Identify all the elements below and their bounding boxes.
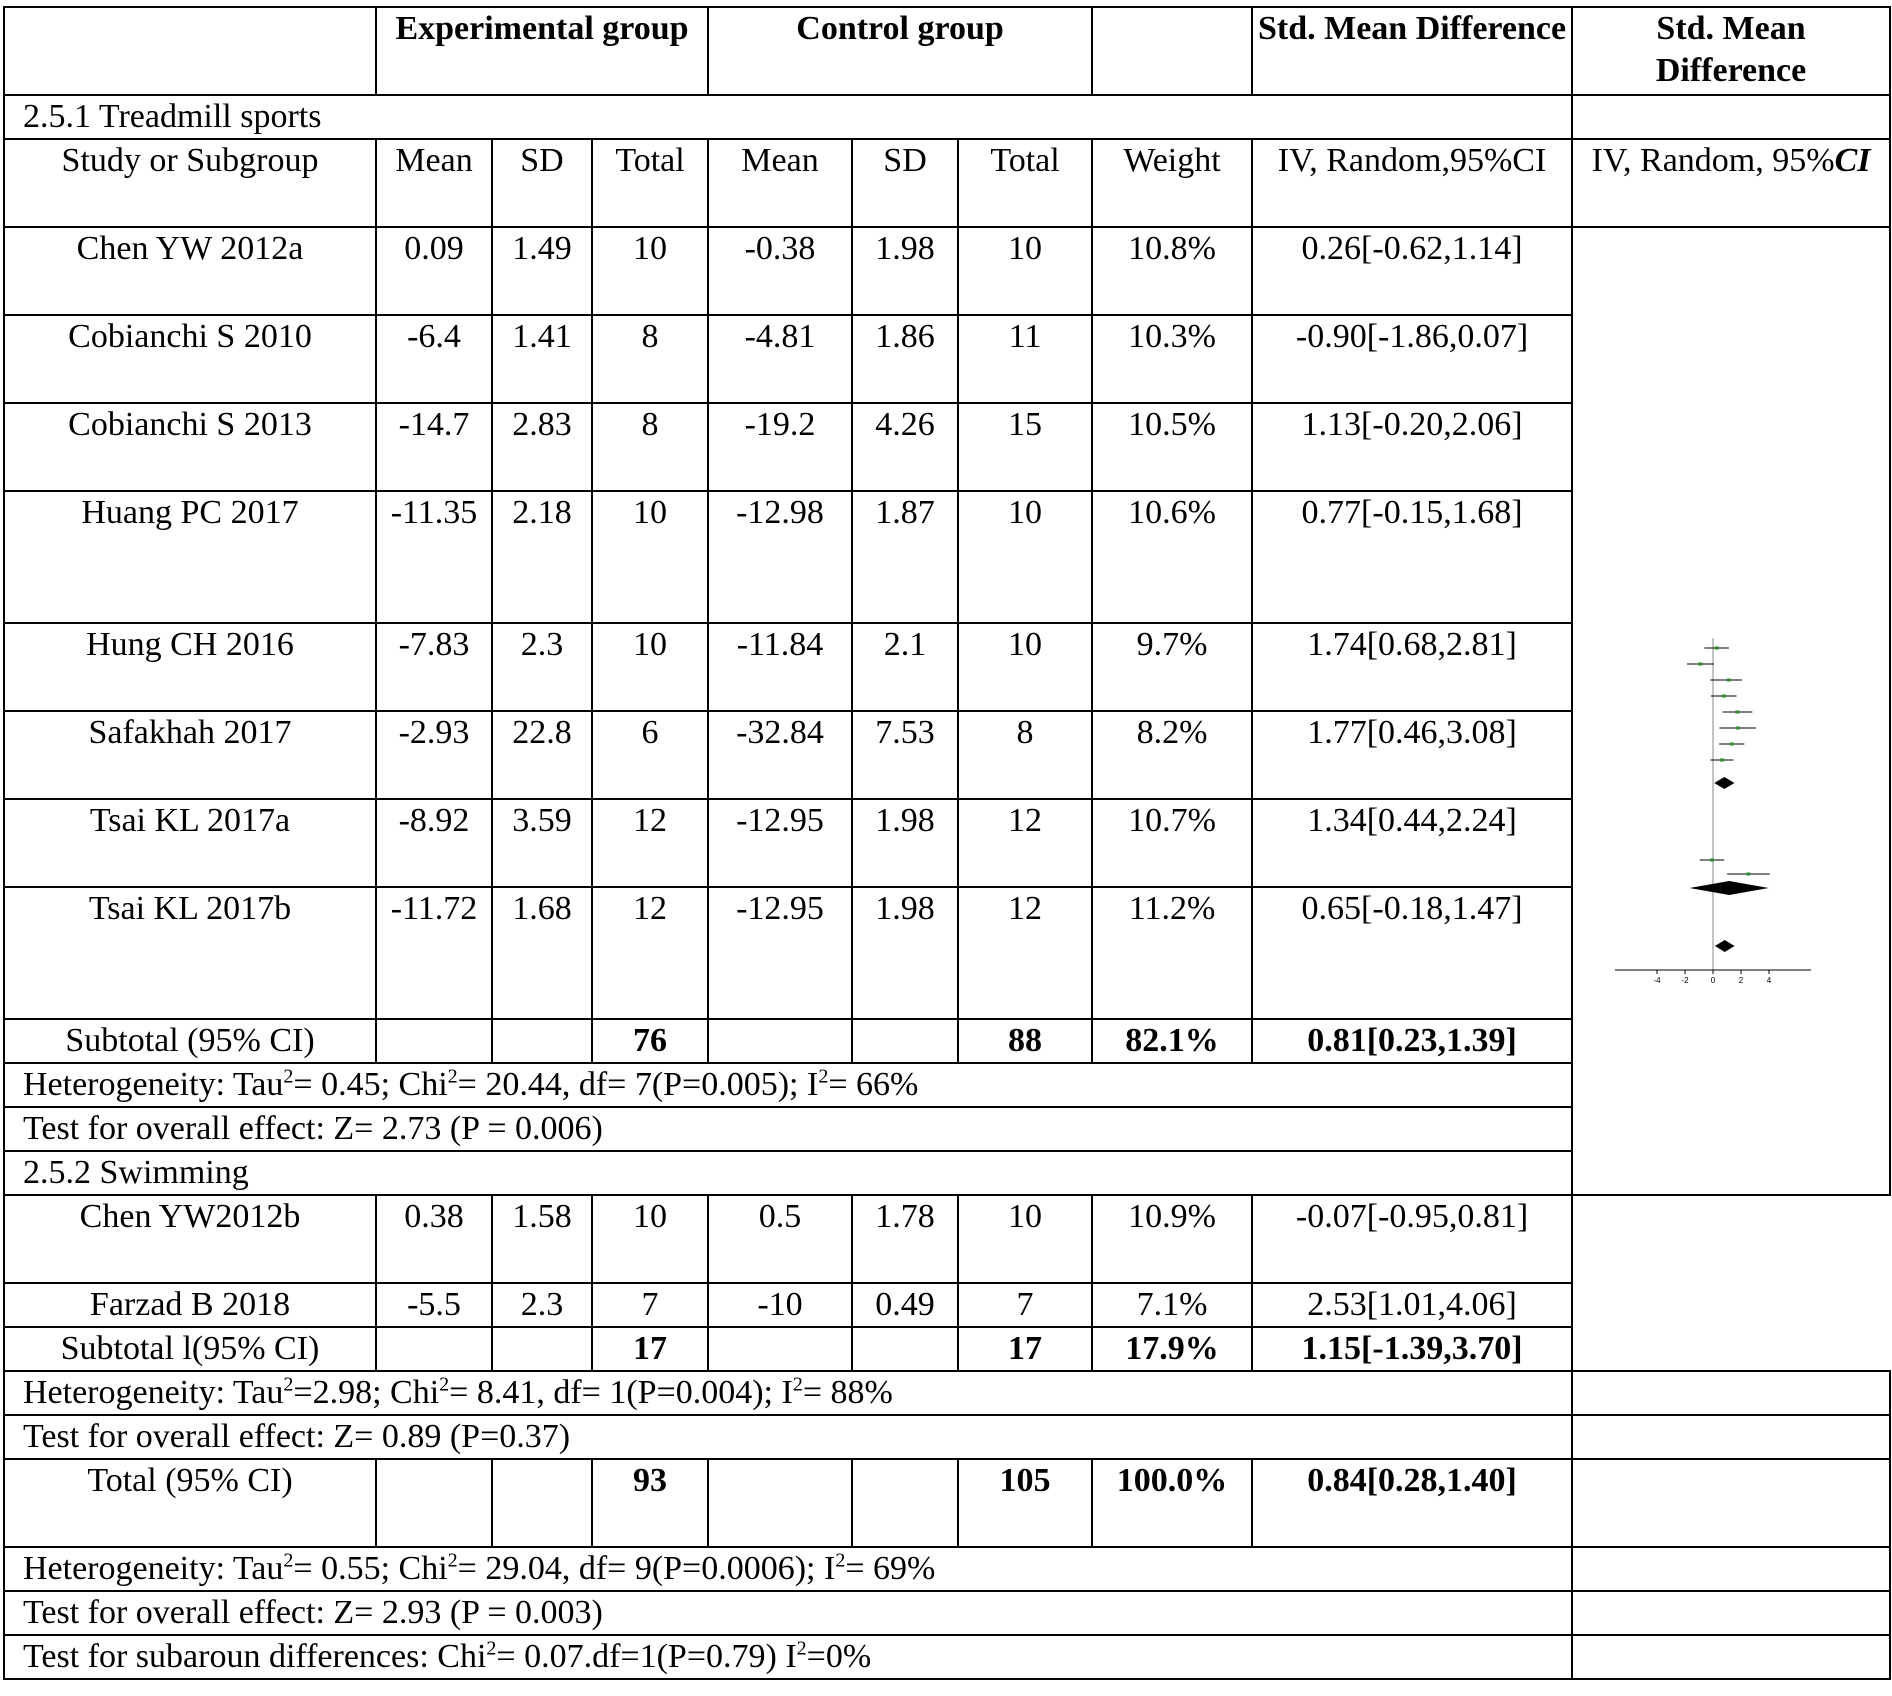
col-exp-mean: Mean <box>376 139 492 227</box>
blank <box>708 1019 852 1063</box>
total-exp-total: 93 <box>592 1459 708 1547</box>
sup: 2 <box>796 1637 807 1660</box>
blank <box>376 1327 492 1371</box>
blank <box>708 1459 852 1547</box>
study-point <box>1710 859 1714 862</box>
exp-mean: -2.93 <box>376 711 492 799</box>
ctrl-mean: -0.38 <box>708 227 852 315</box>
study-name: Safakhah 2017 <box>4 711 376 799</box>
exp-mean: -6.4 <box>376 315 492 403</box>
subtotal-exp-total: 76 <box>592 1019 708 1063</box>
ci-value: 1.34[0.44,2.24] <box>1252 799 1572 887</box>
total-ctrl-total: 105 <box>958 1459 1092 1547</box>
study-name: Huang PC 2017 <box>4 491 376 623</box>
table-row <box>4 227 1890 315</box>
col-weight: Weight <box>1092 139 1252 227</box>
subgroup-title-row <box>4 95 1890 139</box>
study-point <box>1735 711 1739 714</box>
exp-sd: 1.58 <box>492 1195 592 1283</box>
experimental-group-header: Experimental group <box>376 7 708 95</box>
column-heading-row <box>4 139 1890 227</box>
weight: 10.9% <box>1092 1195 1252 1283</box>
ctrl-mean: -4.81 <box>708 315 852 403</box>
ci-value: 1.13[-0.20,2.06] <box>1252 403 1572 491</box>
sup: 2 <box>283 1065 294 1088</box>
ci-value: 0.65[-0.18,1.47] <box>1252 887 1572 1019</box>
col-plot-a: IV, Random, 95% <box>1591 142 1835 179</box>
sup: 2 <box>486 1637 497 1660</box>
col-ctrl-mean: Mean <box>708 139 852 227</box>
subtotal-diamond <box>1690 881 1769 895</box>
weight: 7.1% <box>1092 1283 1252 1327</box>
x-axis-tick-label: 4 <box>1766 976 1772 985</box>
weight: 10.7% <box>1092 799 1252 887</box>
meta-analysis-table <box>3 6 1891 1680</box>
exp-total: 7 <box>592 1283 708 1327</box>
ctrl-sd: 1.98 <box>852 227 958 315</box>
het-a: Heterogeneity: Tau <box>23 1066 284 1103</box>
exp-total: 12 <box>592 887 708 1019</box>
ctrl-sd: 1.87 <box>852 491 958 623</box>
sup: 2 <box>792 1373 803 1396</box>
exp-sd: 1.41 <box>492 315 592 403</box>
sup: 2 <box>283 1373 294 1396</box>
exp-sd: 1.68 <box>492 887 592 1019</box>
ci-value: -0.07[-0.95,0.81] <box>1252 1195 1572 1283</box>
sup: 2 <box>439 1373 450 1396</box>
subtotal-diamond <box>1714 777 1734 789</box>
subgroup-difference-text <box>4 1635 1572 1679</box>
blank <box>492 1019 592 1063</box>
ctrl-total: 15 <box>958 403 1092 491</box>
weight: 9.7% <box>1092 623 1252 711</box>
subtotal-ci: 1.15[-1.39,3.70] <box>1252 1327 1572 1371</box>
exp-total: 8 <box>592 315 708 403</box>
het-c: = 29.04, df= 9(P=0.0006); I <box>457 1550 836 1587</box>
col-ctrl-total: Total <box>958 139 1092 227</box>
col-study: Study or Subgroup <box>4 139 376 227</box>
ctrl-mean: -12.95 <box>708 887 852 1019</box>
ctrl-total: 8 <box>958 711 1092 799</box>
exp-mean: -14.7 <box>376 403 492 491</box>
col-ci <box>1252 139 1572 227</box>
total-ci: 0.84[0.28,1.40] <box>1252 1459 1572 1547</box>
ctrl-total: 11 <box>958 315 1092 403</box>
blank <box>852 1459 958 1547</box>
col-exp-total: Total <box>592 139 708 227</box>
exp-total: 10 <box>592 227 708 315</box>
study-name: Cobianchi S 2010 <box>4 315 376 403</box>
header-row <box>4 7 1890 95</box>
diff-a: Test for subaroun differences: Chi <box>23 1638 487 1675</box>
exp-total: 6 <box>592 711 708 799</box>
study-point <box>1727 679 1731 682</box>
x-axis-tick-label: -4 <box>1653 976 1661 985</box>
study-point <box>1736 727 1740 730</box>
ctrl-mean: 0.5 <box>708 1195 852 1283</box>
blank <box>852 1019 958 1063</box>
header-blank-weight <box>1092 7 1252 95</box>
blank <box>708 1327 852 1371</box>
exp-total: 8 <box>592 403 708 491</box>
subtotal-weight: 17.9% <box>1092 1327 1252 1371</box>
x-axis-tick-label: -2 <box>1681 976 1689 985</box>
subtotal-weight: 82.1% <box>1092 1019 1252 1063</box>
exp-mean: -8.92 <box>376 799 492 887</box>
study-point <box>1720 759 1724 762</box>
heterogeneity-text <box>4 1547 1572 1591</box>
exp-sd: 22.8 <box>492 711 592 799</box>
blank <box>1572 1371 1890 1415</box>
blank <box>376 1019 492 1063</box>
het-a: Heterogeneity: Tau <box>23 1550 284 1587</box>
subtotal-ctrl-total: 17 <box>958 1327 1092 1371</box>
het-b: =2.98; Chi <box>293 1374 440 1411</box>
study-name: Hung CH 2016 <box>4 623 376 711</box>
total-row <box>4 1459 1890 1547</box>
ci-value: 0.26[-0.62,1.14] <box>1252 227 1572 315</box>
het-d: = 66% <box>828 1066 919 1103</box>
ctrl-total: 10 <box>958 1195 1092 1283</box>
blank <box>1572 1635 1890 1679</box>
blank <box>1572 1459 1890 1547</box>
weight: 10.6% <box>1092 491 1252 623</box>
subgroup-title: 2.5.1 Treadmill sports <box>4 95 1572 139</box>
sup: 2 <box>283 1549 294 1572</box>
subgroup-title-blank <box>1572 95 1890 139</box>
overall-effect-text: Test for overall effect: Z= 2.93 (P = 0.003) <box>4 1591 1572 1635</box>
weight: 10.8% <box>1092 227 1252 315</box>
study-point <box>1730 743 1734 746</box>
subtotal-label: Subtotal (95% CI) <box>4 1019 376 1063</box>
exp-total: 10 <box>592 491 708 623</box>
het-d: = 69% <box>845 1550 936 1587</box>
het-d: = 88% <box>802 1374 893 1411</box>
ci-value: 0.77[-0.15,1.68] <box>1252 491 1572 623</box>
ctrl-mean: -32.84 <box>708 711 852 799</box>
ctrl-sd: 0.49 <box>852 1283 958 1327</box>
diff-c: =0% <box>806 1638 872 1675</box>
exp-sd: 2.83 <box>492 403 592 491</box>
ctrl-sd: 1.86 <box>852 315 958 403</box>
ctrl-total: 12 <box>958 887 1092 1019</box>
subgroup-difference-row <box>4 1635 1890 1679</box>
ctrl-total: 10 <box>958 491 1092 623</box>
ctrl-total: 12 <box>958 799 1092 887</box>
ci-value: 1.77[0.46,3.08] <box>1252 711 1572 799</box>
exp-total: 12 <box>592 799 708 887</box>
table-row <box>4 1195 1890 1283</box>
subgroup-title: 2.5.2 Swimming <box>4 1151 1572 1195</box>
heterogeneity-text <box>4 1063 1572 1107</box>
exp-mean: -5.5 <box>376 1283 492 1327</box>
blank <box>492 1459 592 1547</box>
exp-mean: 0.09 <box>376 227 492 315</box>
ctrl-sd: 2.1 <box>852 623 958 711</box>
total-weight: 100.0% <box>1092 1459 1252 1547</box>
col-ci-text: IV, Random,95%CI <box>1277 142 1547 179</box>
study-name: Tsai KL 2017a <box>4 799 376 887</box>
ci-value: -0.90[-1.86,0.07] <box>1252 315 1572 403</box>
x-axis-tick-label: 2 <box>1738 976 1744 985</box>
study-point <box>1715 647 1719 650</box>
control-group-header: Control group <box>708 7 1092 95</box>
subtotal-exp-total: 17 <box>592 1327 708 1371</box>
exp-total: 10 <box>592 1195 708 1283</box>
het-a: Heterogeneity: Tau <box>23 1374 284 1411</box>
ctrl-sd: 1.78 <box>852 1195 958 1283</box>
heterogeneity-row <box>4 1371 1890 1415</box>
study-name: Cobianchi S 2013 <box>4 403 376 491</box>
ctrl-sd: 4.26 <box>852 403 958 491</box>
ctrl-mean: -12.98 <box>708 491 852 623</box>
ctrl-sd: 7.53 <box>852 711 958 799</box>
weight: 10.3% <box>1092 315 1252 403</box>
blank <box>492 1327 592 1371</box>
heterogeneity-row <box>4 1547 1890 1591</box>
weight: 10.5% <box>1092 403 1252 491</box>
subtotal-row <box>4 1327 1890 1371</box>
smd-plot-header: Std. Mean Difference <box>1572 7 1890 95</box>
ctrl-total: 10 <box>958 623 1092 711</box>
het-c: = 8.41, df= 1(P=0.004); I <box>449 1374 793 1411</box>
blank <box>1572 1547 1890 1591</box>
study-name: Tsai KL 2017b <box>4 887 376 1019</box>
blank <box>852 1327 958 1371</box>
study-point <box>1698 663 1702 666</box>
col-plot <box>1572 139 1890 227</box>
study-point <box>1746 873 1750 876</box>
col-exp-sd: SD <box>492 139 592 227</box>
exp-mean: 0.38 <box>376 1195 492 1283</box>
diff-b: = 0.07.df=1(P=0.79) I <box>496 1638 797 1675</box>
exp-mean: -7.83 <box>376 623 492 711</box>
ctrl-sd: 1.98 <box>852 799 958 887</box>
exp-sd: 2.3 <box>492 623 592 711</box>
total-diamond <box>1715 940 1735 952</box>
table-row <box>4 1283 1890 1327</box>
total-label: Total (95% CI) <box>4 1459 376 1547</box>
ctrl-mean: -12.95 <box>708 799 852 887</box>
study-name: Farzad B 2018 <box>4 1283 376 1327</box>
ci-value: 2.53[1.01,4.06] <box>1252 1283 1572 1327</box>
exp-sd: 2.3 <box>492 1283 592 1327</box>
ctrl-total: 7 <box>958 1283 1092 1327</box>
blank <box>1572 1415 1890 1459</box>
exp-sd: 1.49 <box>492 227 592 315</box>
exp-mean: -11.35 <box>376 491 492 623</box>
sup: 2 <box>835 1549 846 1572</box>
ctrl-mean: -19.2 <box>708 403 852 491</box>
subtotal-ci: 0.81[0.23,1.39] <box>1252 1019 1572 1063</box>
het-b: = 0.55; Chi <box>293 1550 448 1587</box>
forest-plot-cell <box>1572 227 1890 1195</box>
overall-effect-row <box>4 1415 1890 1459</box>
heterogeneity-text <box>4 1371 1572 1415</box>
subtotal-label: Subtotal l(95% CI) <box>4 1327 376 1371</box>
sup: 2 <box>818 1065 829 1088</box>
blank <box>1572 1591 1890 1635</box>
ctrl-mean: -11.84 <box>708 623 852 711</box>
ctrl-sd: 1.98 <box>852 887 958 1019</box>
col-plot-b: CI <box>1834 142 1871 179</box>
blank <box>376 1459 492 1547</box>
subtotal-ctrl-total: 88 <box>958 1019 1092 1063</box>
het-b: = 0.45; Chi <box>293 1066 448 1103</box>
sup: 2 <box>447 1549 458 1572</box>
weight: 8.2% <box>1092 711 1252 799</box>
ctrl-mean: -10 <box>708 1283 852 1327</box>
study-name: Chen YW 2012a <box>4 227 376 315</box>
overall-effect-text: Test for overall effect: Z= 0.89 (P=0.37) <box>4 1415 1572 1459</box>
het-c: = 20.44, df= 7(P=0.005); I <box>457 1066 819 1103</box>
exp-sd: 2.18 <box>492 491 592 623</box>
exp-total: 10 <box>592 623 708 711</box>
overall-effect-text: Test for overall effect: Z= 2.73 (P = 0.006) <box>4 1107 1572 1151</box>
exp-mean: -11.72 <box>376 887 492 1019</box>
study-name: Chen YW2012b <box>4 1195 376 1283</box>
forest-plot <box>1573 228 1890 1195</box>
weight: 11.2% <box>1092 887 1252 1019</box>
header-blank <box>4 7 376 95</box>
ci-value: 1.74[0.68,2.81] <box>1252 623 1572 711</box>
study-point <box>1722 695 1726 698</box>
sup: 2 <box>447 1065 458 1088</box>
exp-sd: 3.59 <box>492 799 592 887</box>
x-axis-tick-label: 0 <box>1710 976 1716 985</box>
smd-header: Std. Mean Difference <box>1252 7 1572 95</box>
overall-effect-row <box>4 1591 1890 1635</box>
ctrl-total: 10 <box>958 227 1092 315</box>
col-ctrl-sd: SD <box>852 139 958 227</box>
